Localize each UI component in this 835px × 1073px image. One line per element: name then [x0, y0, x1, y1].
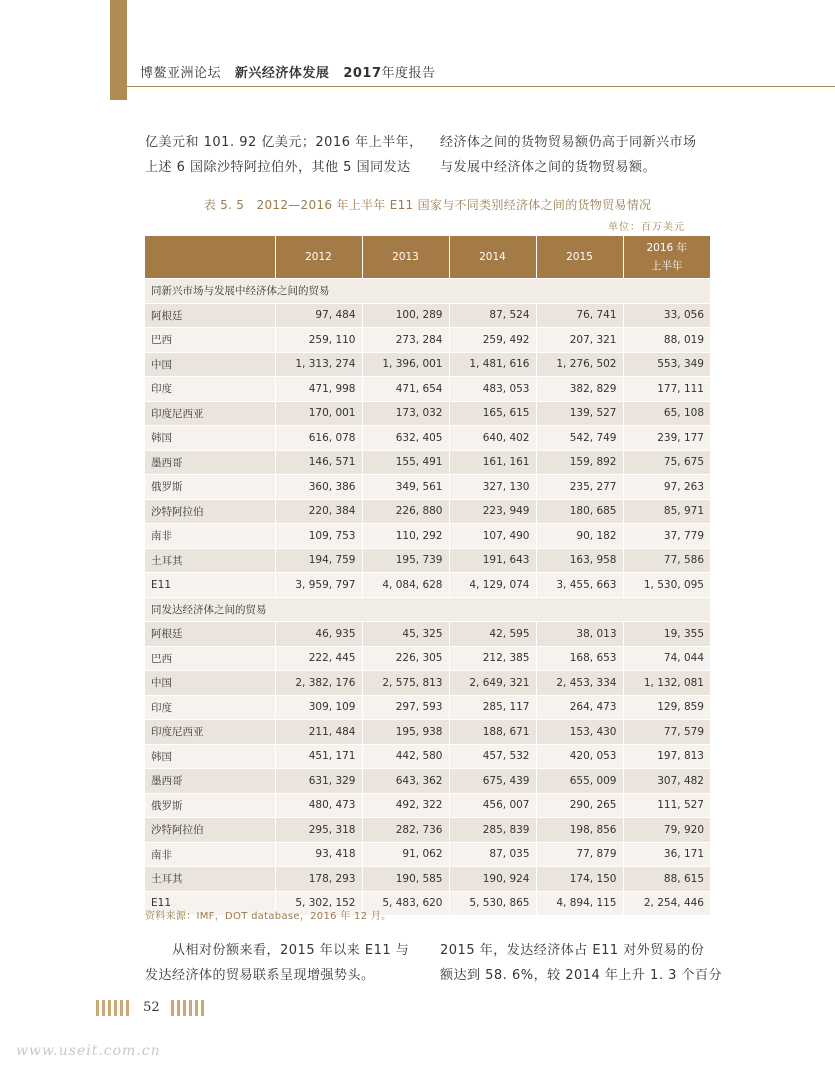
- running-header: [140, 62, 436, 81]
- header-year: 2017: [343, 66, 382, 81]
- text-line: 2015 年，发达经济体占 E11 对外贸易的份: [440, 943, 705, 958]
- value-cell: 77, 586: [623, 548, 710, 573]
- value-cell: 161, 161: [449, 450, 536, 475]
- value-cell: 197, 813: [623, 744, 710, 769]
- value-cell: 1, 396, 001: [362, 352, 449, 377]
- value-cell: 163, 958: [536, 548, 623, 573]
- country-cell: 沙特阿拉伯: [145, 818, 275, 843]
- table-row: [145, 744, 710, 769]
- value-cell: 77, 579: [623, 720, 710, 745]
- country-cell: 印度: [145, 377, 275, 402]
- value-cell: 631, 329: [275, 769, 362, 794]
- country-cell: 俄罗斯: [145, 475, 275, 500]
- value-cell: 4, 129, 074: [449, 573, 536, 598]
- intro-right-column: [440, 130, 697, 180]
- value-cell: 360, 386: [275, 475, 362, 500]
- value-cell: 259, 110: [275, 328, 362, 353]
- value-cell: 146, 571: [275, 450, 362, 475]
- value-cell: 309, 109: [275, 695, 362, 720]
- value-cell: 285, 839: [449, 818, 536, 843]
- value-cell: 159, 892: [536, 450, 623, 475]
- value-cell: 457, 532: [449, 744, 536, 769]
- value-cell: 1, 132, 081: [623, 671, 710, 696]
- value-cell: 33, 056: [623, 303, 710, 328]
- value-cell: 211, 484: [275, 720, 362, 745]
- value-cell: 1, 313, 274: [275, 352, 362, 377]
- value-cell: 3, 455, 663: [536, 573, 623, 598]
- value-cell: 37, 779: [623, 524, 710, 549]
- value-cell: 471, 998: [275, 377, 362, 402]
- section-label: 同新兴市场与发展中经济体之间的贸易: [145, 279, 710, 304]
- footer-stripes-right: [171, 1000, 207, 1016]
- country-cell: 土耳其: [145, 548, 275, 573]
- country-cell: 墨西哥: [145, 769, 275, 794]
- table-row: [145, 377, 710, 402]
- header-cell-2015: 2015: [536, 236, 623, 279]
- header-report-type: 年度报告: [381, 66, 436, 81]
- section-row: [145, 597, 710, 622]
- page-footer: [96, 997, 207, 1017]
- value-cell: 1, 276, 502: [536, 352, 623, 377]
- value-cell: 188, 671: [449, 720, 536, 745]
- country-cell: 中国: [145, 671, 275, 696]
- value-cell: 259, 492: [449, 328, 536, 353]
- table-row: [145, 450, 710, 475]
- country-cell: 印度尼西亚: [145, 720, 275, 745]
- value-cell: 177, 111: [623, 377, 710, 402]
- value-cell: 542, 749: [536, 426, 623, 451]
- value-cell: 129, 859: [623, 695, 710, 720]
- table-row: [145, 818, 710, 843]
- value-cell: 91, 062: [362, 842, 449, 867]
- value-cell: 349, 561: [362, 475, 449, 500]
- value-cell: 420, 053: [536, 744, 623, 769]
- value-cell: 264, 473: [536, 695, 623, 720]
- text-line: 从相对份额来看，2015 年以来 E11 与: [145, 943, 410, 958]
- value-cell: 2, 453, 334: [536, 671, 623, 696]
- value-cell: 77, 879: [536, 842, 623, 867]
- value-cell: 87, 035: [449, 842, 536, 867]
- value-cell: 675, 439: [449, 769, 536, 794]
- table-row: [145, 842, 710, 867]
- table-row: [145, 671, 710, 696]
- table-row: [145, 548, 710, 573]
- value-cell: 226, 880: [362, 499, 449, 524]
- table-source: 资料来源：IMF，DOT database，2016 年 12 月。: [145, 911, 392, 922]
- value-cell: 297, 593: [362, 695, 449, 720]
- value-cell: 45, 325: [362, 622, 449, 647]
- text-line: 发达经济体的贸易联系呈现增强势头。: [145, 968, 375, 983]
- value-cell: 5, 302, 152: [275, 891, 362, 915]
- value-cell: 553, 349: [623, 352, 710, 377]
- table-header-row: [145, 236, 710, 279]
- value-cell: 451, 171: [275, 744, 362, 769]
- table-row: [145, 769, 710, 794]
- value-cell: 190, 585: [362, 867, 449, 892]
- country-cell: E11: [145, 891, 275, 915]
- text-line: 亿美元和 101. 92 亿美元；2016 年上半年，: [145, 135, 423, 150]
- outro-left-column: [145, 938, 409, 988]
- country-cell: 巴西: [145, 328, 275, 353]
- text-line: 上述 6 国除沙特阿拉伯外，其他 5 国同发达: [145, 160, 411, 175]
- value-cell: 235, 277: [536, 475, 623, 500]
- table-body: [145, 279, 710, 916]
- header-accent-bar: [110, 0, 127, 100]
- value-cell: 2, 575, 813: [362, 671, 449, 696]
- value-cell: 382, 829: [536, 377, 623, 402]
- value-cell: 285, 117: [449, 695, 536, 720]
- value-cell: 273, 284: [362, 328, 449, 353]
- page-number: 52: [143, 1000, 160, 1015]
- text-line: 与发展中经济体之间的货物贸易额。: [440, 160, 657, 175]
- value-cell: 198, 856: [536, 818, 623, 843]
- value-cell: 295, 318: [275, 818, 362, 843]
- table-row: [145, 720, 710, 745]
- table-row: [145, 622, 710, 647]
- value-cell: 5, 483, 620: [362, 891, 449, 915]
- table-row: [145, 328, 710, 353]
- value-cell: 1, 530, 095: [623, 573, 710, 598]
- value-cell: 442, 580: [362, 744, 449, 769]
- value-cell: 282, 736: [362, 818, 449, 843]
- value-cell: 194, 759: [275, 548, 362, 573]
- value-cell: 90, 182: [536, 524, 623, 549]
- value-cell: 75, 675: [623, 450, 710, 475]
- watermark: www.useit.com.cn: [16, 1043, 161, 1059]
- table-row: [145, 352, 710, 377]
- value-cell: 111, 527: [623, 793, 710, 818]
- intro-left-column: [145, 130, 423, 180]
- value-cell: 2, 382, 176: [275, 671, 362, 696]
- value-cell: 207, 321: [536, 328, 623, 353]
- country-cell: 阿根廷: [145, 303, 275, 328]
- value-cell: 222, 445: [275, 646, 362, 671]
- table-row: [145, 646, 710, 671]
- value-cell: 76, 741: [536, 303, 623, 328]
- country-cell: 印度尼西亚: [145, 401, 275, 426]
- country-cell: 沙特阿拉伯: [145, 499, 275, 524]
- value-cell: 139, 527: [536, 401, 623, 426]
- value-cell: 195, 938: [362, 720, 449, 745]
- section-label: 同发达经济体之间的贸易: [145, 597, 710, 622]
- table-row: [145, 793, 710, 818]
- outro-right-column: [440, 938, 722, 988]
- country-cell: 俄罗斯: [145, 793, 275, 818]
- value-cell: 155, 491: [362, 450, 449, 475]
- value-cell: 643, 362: [362, 769, 449, 794]
- country-cell: 南非: [145, 524, 275, 549]
- table-row: [145, 401, 710, 426]
- header-report-name: 新兴经济体发展: [234, 66, 330, 81]
- country-cell: 韩国: [145, 426, 275, 451]
- value-cell: 180, 685: [536, 499, 623, 524]
- value-cell: 110, 292: [362, 524, 449, 549]
- value-cell: 170, 001: [275, 401, 362, 426]
- value-cell: 153, 430: [536, 720, 623, 745]
- value-cell: 88, 615: [623, 867, 710, 892]
- country-cell: E11: [145, 573, 275, 598]
- value-cell: 327, 130: [449, 475, 536, 500]
- value-cell: 195, 739: [362, 548, 449, 573]
- table-row: [145, 426, 710, 451]
- value-cell: 173, 032: [362, 401, 449, 426]
- header-rule: [127, 86, 835, 87]
- value-cell: 174, 150: [536, 867, 623, 892]
- value-cell: 107, 490: [449, 524, 536, 549]
- value-cell: 178, 293: [275, 867, 362, 892]
- table-row: [145, 499, 710, 524]
- value-cell: 220, 384: [275, 499, 362, 524]
- value-cell: 290, 265: [536, 793, 623, 818]
- text-line: 额达到 58. 6%，较 2014 年上升 1. 3 个百分: [440, 968, 722, 983]
- country-cell: 南非: [145, 842, 275, 867]
- value-cell: 168, 653: [536, 646, 623, 671]
- value-cell: 307, 482: [623, 769, 710, 794]
- header-cell-2016h1: 2016 年 上半年: [623, 236, 710, 279]
- value-cell: 165, 615: [449, 401, 536, 426]
- country-cell: 韩国: [145, 744, 275, 769]
- table-row: [145, 303, 710, 328]
- value-cell: 46, 935: [275, 622, 362, 647]
- value-cell: 97, 263: [623, 475, 710, 500]
- country-cell: 中国: [145, 352, 275, 377]
- value-cell: 483, 053: [449, 377, 536, 402]
- trade-table: [145, 236, 710, 915]
- value-cell: 88, 019: [623, 328, 710, 353]
- table-unit: 单位：百万美元: [608, 222, 685, 233]
- value-cell: 226, 305: [362, 646, 449, 671]
- table-row: [145, 695, 710, 720]
- value-cell: 471, 654: [362, 377, 449, 402]
- country-cell: 墨西哥: [145, 450, 275, 475]
- country-cell: 印度: [145, 695, 275, 720]
- value-cell: 2, 254, 446: [623, 891, 710, 915]
- header-forum-name: 博鳌亚洲论坛: [140, 66, 222, 81]
- value-cell: 65, 108: [623, 401, 710, 426]
- country-cell: 巴西: [145, 646, 275, 671]
- value-cell: 1, 481, 616: [449, 352, 536, 377]
- table-row: [145, 475, 710, 500]
- header-cell-blank: [145, 236, 275, 279]
- value-cell: 19, 355: [623, 622, 710, 647]
- value-cell: 239, 177: [623, 426, 710, 451]
- value-cell: 2, 649, 321: [449, 671, 536, 696]
- value-cell: 5, 530, 865: [449, 891, 536, 915]
- text-line: 经济体之间的货物贸易额仍高于同新兴市场: [440, 135, 697, 150]
- value-cell: 212, 385: [449, 646, 536, 671]
- value-cell: 100, 289: [362, 303, 449, 328]
- value-cell: 4, 894, 115: [536, 891, 623, 915]
- value-cell: 87, 524: [449, 303, 536, 328]
- table-caption: 表 5. 5 2012—2016 年上半年 E11 国家与不同类别经济体之间的货物贸易情况: [203, 198, 652, 212]
- table-row: [145, 867, 710, 892]
- section-row: [145, 279, 710, 304]
- value-cell: 74, 044: [623, 646, 710, 671]
- value-cell: 456, 007: [449, 793, 536, 818]
- value-cell: 616, 078: [275, 426, 362, 451]
- value-cell: 3, 959, 797: [275, 573, 362, 598]
- value-cell: 97, 484: [275, 303, 362, 328]
- value-cell: 492, 322: [362, 793, 449, 818]
- value-cell: 480, 473: [275, 793, 362, 818]
- value-cell: 93, 418: [275, 842, 362, 867]
- table-row: [145, 573, 710, 598]
- value-cell: 38, 013: [536, 622, 623, 647]
- value-cell: 79, 920: [623, 818, 710, 843]
- country-cell: 阿根廷: [145, 622, 275, 647]
- value-cell: 632, 405: [362, 426, 449, 451]
- value-cell: 655, 009: [536, 769, 623, 794]
- table-row: [145, 524, 710, 549]
- value-cell: 191, 643: [449, 548, 536, 573]
- value-cell: 85, 971: [623, 499, 710, 524]
- value-cell: 42, 595: [449, 622, 536, 647]
- footer-stripes-left: [96, 1000, 132, 1016]
- country-cell: 土耳其: [145, 867, 275, 892]
- header-cell-2012: 2012: [275, 236, 362, 279]
- value-cell: 36, 171: [623, 842, 710, 867]
- value-cell: 190, 924: [449, 867, 536, 892]
- value-cell: 640, 402: [449, 426, 536, 451]
- value-cell: 4, 084, 628: [362, 573, 449, 598]
- value-cell: 223, 949: [449, 499, 536, 524]
- header-cell-2014: 2014: [449, 236, 536, 279]
- value-cell: 109, 753: [275, 524, 362, 549]
- header-cell-2013: 2013: [362, 236, 449, 279]
